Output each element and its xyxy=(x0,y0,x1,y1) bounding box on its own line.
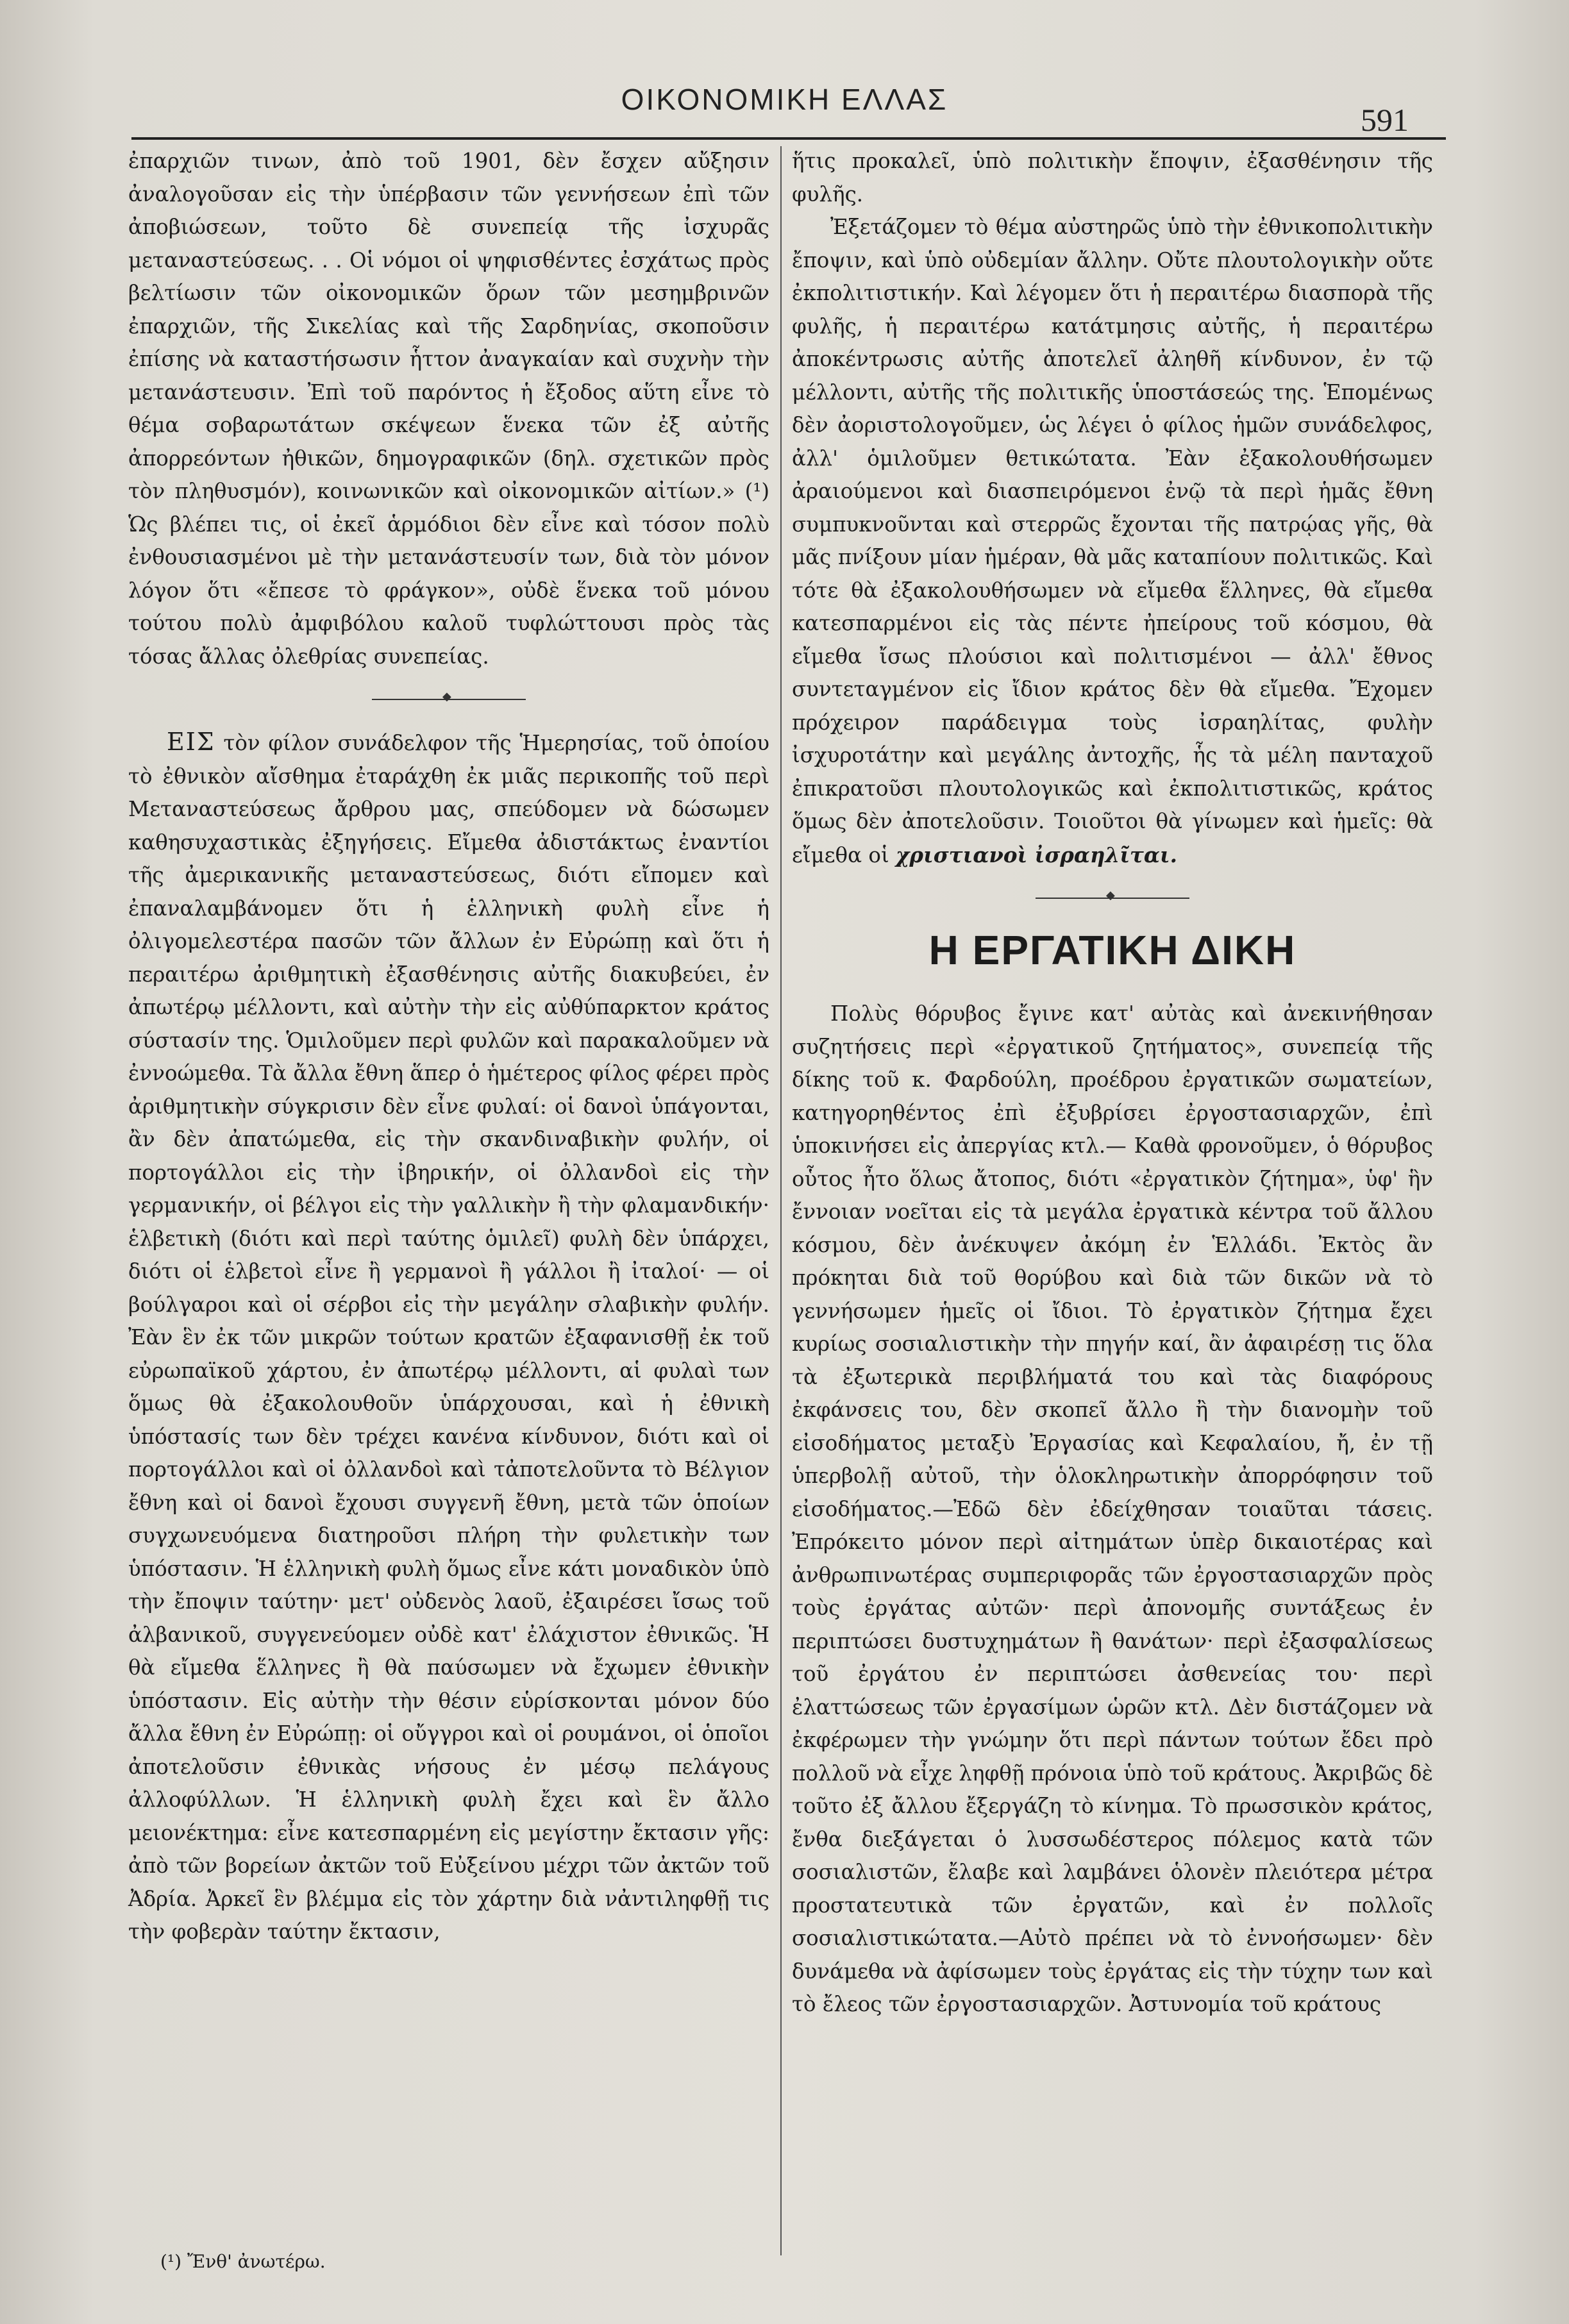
right-paragraph-1: ἥτις προκαλεῖ, ὑπὸ πολιτικὴν ἔποψιν, ἐξασθένησιν τῆς φυλῆς. xyxy=(792,149,1433,206)
section-separator xyxy=(1036,898,1189,899)
footnote: (¹) Ἔνθ' ἀνωτέρω. xyxy=(160,2251,326,2272)
emphasis-christian-israelites: χριστιανοὶ ἰσραηλῖται. xyxy=(896,842,1177,867)
left-column xyxy=(128,145,769,2280)
section-separator xyxy=(372,699,526,700)
header-rule xyxy=(131,137,1446,140)
column-divider xyxy=(780,146,782,2255)
left-paragraph-2-text: τὸν φίλον συνάδελφον τῆς Ἡμερησίας, τοῦ ὁποίου τὸ ἐθνικὸν αἴσθημα ἐταράχθη ἐκ μιᾶς περικοπῆς τοῦ περὶ Μεταναστεύσεως ἄρθρου μας, σπεύδομεν νὰ δώσωμεν καθησυχαστικὰς ἐξηγήσεις. Εἴμεθα ἀδιστάκτως ἐναντίοι τῆς ἀμερικανικῆς μεταναστεύσεως, διότι εἴπομεν καὶ ἐπαναλαμβάνομεν ὅτι ἡ ἑλληνικὴ φυλὴ εἶνε ἡ ὀλιγομελεστέρα πασῶν τῶν ἄλλων ἐν Εὐρώπῃ καὶ ὅτι ἡ περαιτέρω ἀριθμητικὴ ἐξασθένησις αὐτῆς διακυβεύει, ἐν ἀπωτέρῳ μέλλοντι, καὶ αὐτὴν τὴν εἰς αὐθύπαρκτον κράτος σύστασίν της. Ὁμιλοῦμεν περὶ φυλῶν καὶ παρακαλοῦμεν νὰ ἐννοώμεθα. Τὰ ἄλλα ἔθνη ἅπερ ὁ ἡμέτερος φίλος φέρει πρὸς ἀριθμητικὴν σύγκρισιν δὲν εἶνε φυλαί: οἱ δανοὶ ὑπάγονται, ἂν δὲν ἀπατώμεθα, εἰς τὴν σκανδιναβικὴν φυλήν, οἱ πορτογάλλοι εἰς τὴν ἰβηρικήν, οἱ ὀλλανδοὶ εἰς τὴν γερμανικήν, οἱ βέλγοι εἰς τὴν γαλλικὴν ἢ τὴν φλαμανδικήν· ἑλβετικὴ (διότι καὶ περὶ ταύτης ὁμιλεῖ) φυλὴ δὲν ὑπάρχει, διότι οἱ ἑλβετοὶ εἶνε ἢ γερμανοὶ ἢ γάλλοι ἢ ἰταλοί· — οἱ βούλγαροι καὶ οἱ σέρβοι εἰς τὴν μεγάλην σλαβικὴν φυλήν. Ἐὰν ἓν ἐκ τῶν μικρῶν τούτων κρατῶν ἐξαφανισθῇ ἐκ τοῦ εὐρωπαϊκοῦ χάρτου, ἐν ἀπωτέρῳ μέλλοντι, αἱ φυλαὶ των ὅμως θὰ ἐξακολουθοῦν ὑπάρχουσαι, καὶ ἡ ἐθνικὴ ὑπόστασίς των δὲν τρέχει κανένα κίνδυνον, διότι καὶ οἱ πορτογάλλοι καὶ οἱ ὀλλανδοὶ καὶ τἀποτελοῦντα τὸ Βέλγιον ἔθνη καὶ οἱ δανοὶ ἔχουσι συγγενῆ ἔθνη, μετὰ τῶν ὁποίων συγχωνευόμενα διατηροῦσι πλήρη τὴν φυλετικὴν των ὑπόστασιν. Ἡ ἑλληνικὴ φυλὴ ὅμως εἶνε κάτι μοναδικὸν ὑπὸ τὴν ἔποψιν ταύτην· μετ' οὐδενὸς λαοῦ, ἐξαιρέσει ἴσως τοῦ ἀλβανικοῦ, συγγενεύομεν οὐδὲ κατ' ἐλάχιστον ἐθνικῶς. Ἡ θὰ εἴμεθα ἕλληνες ἢ θὰ παύσωμεν νὰ ἔχωμεν ἐθνικὴν ὑπόστασιν. Εἰς αὐτὴν τὴν θέσιν εὑρίσκονται μόνον δύο ἄλλα ἔθνη ἐν Εὐρώπῃ: οἱ οὔγγροι καὶ οἱ ρουμάνοι, οἱ ὁποῖοι ἀποτελοῦσιν ἐθνικὰς νήσους ἐν μέσῳ πελάγους ἀλλοφύλλων. Ἡ ἑλληνικὴ φυλὴ ἔχει καὶ ἓν ἄλλο μειονέκτημα: εἶνε κατεσπαρμένη εἰς μεγίστην ἔκτασιν γῆς: ἀπὸ τῶν βορείων ἀκτῶν τοῦ Εὐξείνου μέχρι τῶν ἀκτῶν τοῦ Ἀδρία. Ἀρκεῖ ἓν βλέμμα εἰς τὸν χάρτην διὰ νἀντιληφθῇ τις τὴν φοβερὰν ταύτην ἔκτασιν, xyxy=(128,731,769,1944)
lead-word: ΕΙΣ xyxy=(167,728,215,756)
section-heading: Η ΕΡΓΑΤΙΚΗ ΔΙΚΗ xyxy=(928,927,1296,973)
right-paragraph-3: Πολὺς θόρυβος ἔγινε κατ' αὐτὰς καὶ ἀνεκινήθησαν συζητήσεις περὶ «ἐργατικοῦ ζητήματος», συνεπείᾳ τῆς δίκης τοῦ κ. Φαρδούλη, προέδρου ἐργατικῶν σωματείων, κατηγορηθέντος ἐπὶ ἐξυβρίσει ἐργοστασιαρχῶν, ἐπὶ ὑποκινήσει εἰς ἀπεργίας κτλ.— Καθὰ φρονοῦμεν, ὁ θόρυβος οὗτος ἦτο ὅλως ἄτοπος, διότι «ἐργατικὸν ζήτημα», ὑφ' ἣν ἔννοιαν νοεῖται εἰς τὰ μεγάλα ἐργατικὰ κέντρα τοῦ ἄλλου κόσμου, δὲν ἀνέκυψεν ἀκόμη ἐν Ἑλλάδι. Ἐκτὸς ἂν πρόκηται διὰ τοῦ θορύβου καὶ διὰ τῶν δικῶν νὰ τὸ γεννήσωμεν ἡμεῖς οἱ ἴδιοι. Τὸ ἐργατικὸν ζήτημα ἔχει κυρίως σοσιαλιστικὴν τὴν πηγήν καί, ἂν ἀφαιρέσῃ τις ὅλα τὰ ἐξωτερικὰ περιβλήματά του καὶ τὰς διαφόρους ἐκφάνσεις του, δὲν σκοπεῖ ἄλλο ἢ τὴν διανομὴν τοῦ εἰσοδήματος μεταξὺ Ἐργασίας καὶ Κεφαλαίου, ἤ, ἐν τῇ ὑπερβολῇ αὐτοῦ, τὴν ὁλοκληρωτικὴν ἀπορρόφησιν τοῦ εἰσοδήματος.—Ἐδῶ δὲν ἐδείχθησαν τοιαῦται τάσεις. Ἐπρόκειτο μόνον περὶ αἰτημάτων ὑπὲρ δικαιοτέρας καὶ ἀνθρωπινωτέρας συμπεριφορᾶς τῶν ἐργοστασιαρχῶν πρὸς τοὺς ἐργάτας αὐτῶν· περὶ ἀπονομῆς συντάξεως ἐν περιπτώσει δυστυχημάτων ἢ θανάτων· περὶ ἐξασφαλίσεως τοῦ ἐργάτου ἐν περιπτώσει ἀσθενείας του· περὶ ἐλαττώσεως τῶν ἐργασίμων ὡρῶν κτλ. Δὲν διστάζομεν νὰ ἐκφέρωμεν τὴν γνώμην ὅτι περὶ πάντων τούτων ἔδει πρὸ πολλοῦ νὰ εἶχε ληφθῇ πρόνοια ὑπὸ τοῦ κράτους. Ἀκριβῶς δὲ τοῦτο ἐξ ἄλλου ἔξεργάζη τὸ κίνημα. Τὸ πρωσσικὸν κράτος, ἔνθα διεξάγεται ὁ λυσσωδέστερος πόλεμος κατὰ τῶν σοσιαλιστῶν, ἔλαβε καὶ λαμβάνει ὁλονὲν πλειότερα μέτρα προστατευτικὰ τῶν ἐργατῶν, καὶ ἐν πολλοῖς σοσιαλιστικώτατα.—Αὐτὸ πρέπει νὰ τὸ ἐννοήσωμεν· δὲν δυνάμεθα νὰ ἀφίσωμεν τοὺς ἐργάτας εἰς τὴν τύχην των καὶ τὸ ἔλεος τῶν ἐργοστασιαρχῶν. Ἀστυνομία τοῦ κράτους xyxy=(792,1001,1433,2016)
left-paragraph-1: ἐπαρχιῶν τινων, ἀπὸ τοῦ 1901, δὲν ἔσχεν αὔξησιν ἀναλογοῦσαν εἰς τὴν ὑπέρβασιν τῶν γεννήσεων ἐπὶ τῶν ἀποβιώσεων, τοῦτο δὲ συνεπείᾳ τῆς ἰσχυρᾶς μεταναστεύσεως. . . Οἱ νόμοι οἱ ψηφισθέντες ἐσχάτως πρὸς βελτίωσιν τῶν οἰκονομικῶν ὅρων τῶν μεσημβρινῶν ἐπαρχιῶν, τῆς Σικελίας καὶ τῆς Σαρδηνίας, σκοποῦσιν ἐπίσης νὰ καταστήσωσιν ἧττον ἀναγκαίαν καὶ συχνὴν τὴν μετανάστευσιν. Ἐπὶ τοῦ παρόντος ἡ ἔξοδος αὕτη εἶνε τὸ θέμα σοβαρωτάτων σκέψεων ἕνεκα τῶν ἐξ αὐτῆς ἀπορρεόντων ἠθικῶν, δημογραφικῶν (δηλ. σχετικῶν πρὸς τὸν πληθυσμόν), κοινωνικῶν καὶ οἰκονομικῶν αἰτίων.» (¹) Ὡς βλέπει τις, οἱ ἐκεῖ ἁρμόδιοι δὲν εἶνε καὶ τόσον πολὺ ἐνθουσιασμένοι μὲ τὴν μετανάστευσίν των, διὰ τὸν μόνον λόγον ὅτι «ἔπεσε τὸ φράγκον», οὐδὲ ἕνεκα τοῦ μόνου τούτου πολὺ ἀμφιβόλου καλοῦ τυφλώττουσι πρὸς τὰς τόσας ἄλλας ὀλεθρίας συνεπείας. xyxy=(128,149,769,669)
right-paragraph-2 xyxy=(792,211,1433,872)
page-number: 591 xyxy=(1361,102,1409,138)
right-paragraph-2-text: Ἐξετάζομεν τὸ θέμα αὐστηρῶς ὑπὸ τὴν ἐθνικοπολιτικὴν ἔποψιν, καὶ ὑπὸ οὐδεμίαν ἄλλην. Οὔτε πλουτολογικὴν οὔτε ἐκπολιτιστικήν. Καὶ λέγομεν ὅτι ἡ περαιτέρω διασπορὰ τῆς φυλῆς, ἡ περαιτέρω κατάτμησις αὐτῆς, ἡ περαιτέρω ἀποκέντρωσις αὐτῆς ἀποτελεῖ ἀληθῆ κίνδυνον, ἐν τῷ μέλλοντι, αὐτῆς τῆς πολιτικῆς ὑποστάσεώς της. Ἑπομένως δὲν ἀοριστολογοῦμεν, ὡς λέγει ὁ φίλος ἡμῶν συνάδελφος, ἀλλ' ὁμιλοῦμεν θετικώτατα. Ἐὰν ἐξακολουθήσωμεν ἀραιούμενοι καὶ διασπειρόμενοι ἐνῷ τὰ περὶ ἡμᾶς ἔθνη συμπυκνοῦνται καὶ στερρῶς ἔχονται τῆς πατρῴας γῆς, θὰ μᾶς πνίξουν μίαν ἡμέραν, θὰ μᾶς καταπίουν πολιτικῶς. Καὶ τότε θὰ ἐξακολουθήσωμεν νὰ εἴμεθα ἕλληνες, θὰ εἴμεθα κατεσπαρμένοι εἰς τὰς πέντε ἠπείρους τοῦ κόσμου, θὰ εἴμεθα ἴσως πλούσιοι καὶ πολιτισμένοι — ἀλλ' ἔθνος συντεταγμένον εἰς ἴδιον κράτος δὲν θὰ εἴμεθα. Ἔχομεν πρόχειρον παράδειγμα τοὺς ἰσραηλίτας, φυλὴν ἰσχυροτάτην καὶ μεγάλης ἀντοχῆς, ἧς τὰ μέλη πανταχοῦ ἐπικρατοῦσι πλουτολογικῶς καὶ ἐκπολιτιστικῶς, κράτος ὅμως δὲν ἀποτελοῦσιν. Τοιοῦτοι θὰ γίνωμεν καὶ ἡμεῖς: θὰ εἴμεθα οἱ xyxy=(792,215,1433,867)
left-paragraph-2 xyxy=(128,726,769,1949)
page-header-title: ΟΙΚΟΝΟΜΙΚΗ ΕΛΛΑΣ xyxy=(621,83,948,116)
right-column xyxy=(792,145,1433,2280)
